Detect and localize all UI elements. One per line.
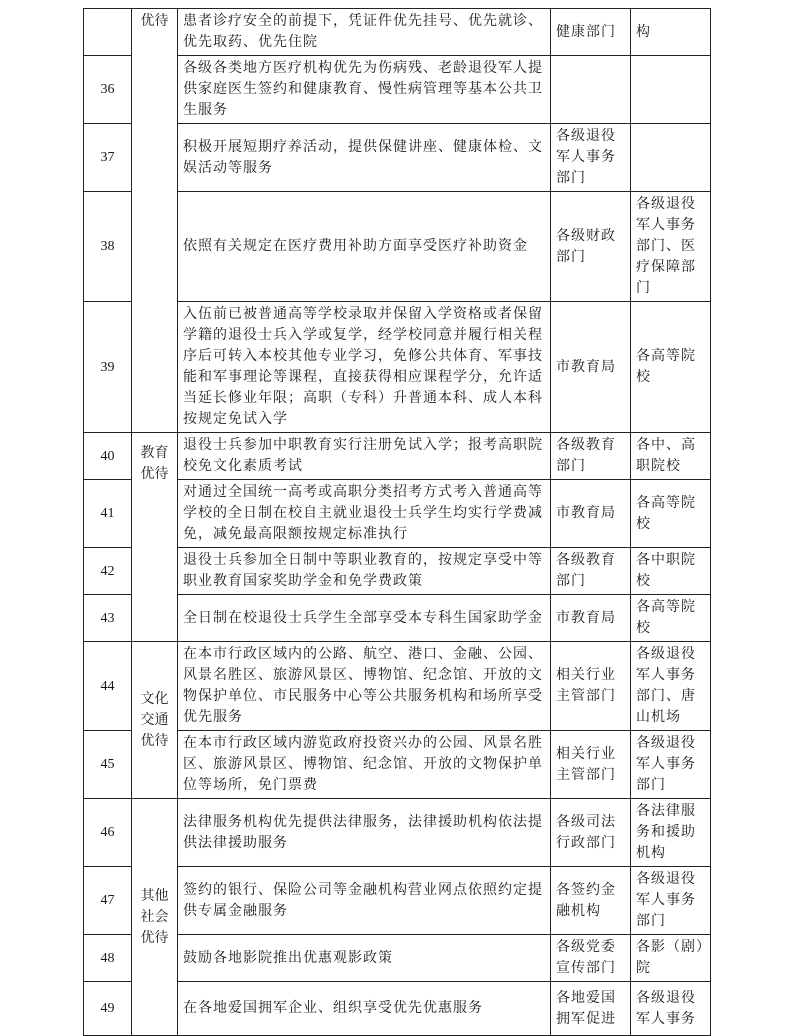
table-row [84,595,711,642]
dept-cell: 市教育局 [551,480,631,548]
co-dept-cell [631,124,711,192]
row-number: 37 [84,124,132,192]
dept-cell: 相关行业主管部门 [551,731,631,799]
row-number: 47 [84,867,132,935]
co-dept-cell: 各中、高职院校 [631,433,711,480]
row-number: 45 [84,731,132,799]
content-cell: 积极开展短期疗养活动，提供保健讲座、健康体检、文娱活动等服务 [178,124,551,192]
co-dept-cell [631,56,711,124]
policy-table [83,8,711,1036]
co-dept-cell: 各法律服务和援助机构 [631,799,711,867]
dept-cell: 各级党委宣传部门 [551,935,631,982]
content-cell: 在各地爱国拥军企业、组织享受优先优惠服务 [178,982,551,1036]
table-row [84,548,711,595]
table-row [84,192,711,302]
content-cell: 在本市行政区域内游览政府投资兴办的公园、风景名胜区、旅游风景区、博物馆、纪念馆、开放的文物保护单位等场所，免门票费 [178,731,551,799]
content-cell: 退役士兵参加全日制中等职业教育的，按规定享受中等职业教育国家奖助学金和免学费政策 [178,548,551,595]
co-dept-cell: 各级退役军人事务部门 [631,867,711,935]
row-number: 48 [84,935,132,982]
table-row [84,642,711,731]
content-cell: 鼓励各地影院推出优惠观影政策 [178,935,551,982]
co-dept-cell: 各高等院校 [631,302,711,433]
category-cell: 教育优待 [132,433,178,642]
table-row [84,9,711,56]
dept-cell: 相关行业主管部门 [551,642,631,731]
content-cell: 法律服务机构优先提供法律服务，法律援助机构依法提供法律援助服务 [178,799,551,867]
content-cell: 在本市行政区域内的公路、航空、港口、金融、公园、风景名胜区、旅游风景区、博物馆、纪念馆、开放的文物保护单位、市民服务中心等公共服务机构和场所享受优先服务 [178,642,551,731]
row-number: 40 [84,433,132,480]
table-row [84,433,711,480]
dept-cell: 各级财政部门 [551,192,631,302]
table-row [84,935,711,982]
co-dept-cell: 各级退役军人事务部门 [631,731,711,799]
dept-cell: 市教育局 [551,595,631,642]
co-dept-cell: 各级退役军人事务部门、唐山机场 [631,642,711,731]
co-dept-cell: 各级退役军人事务部门、医疗保障部门 [631,192,711,302]
co-dept-cell: 各高等院校 [631,595,711,642]
row-number: 39 [84,302,132,433]
dept-cell: 各级教育部门 [551,548,631,595]
table-row [84,731,711,799]
content-cell: 患者诊疗安全的前提下，凭证件优先挂号、优先就诊、优先取药、优先住院 [178,9,551,56]
dept-cell: 各级教育部门 [551,433,631,480]
table-row [84,867,711,935]
dept-cell: 各签约金融机构 [551,867,631,935]
table-row [84,56,711,124]
row-number: 43 [84,595,132,642]
table-row [84,480,711,548]
category-cell: 其他社会优待 [132,799,178,1036]
row-number: 38 [84,192,132,302]
row-number: 46 [84,799,132,867]
content-cell: 退役士兵参加中职教育实行注册免试入学；报考高职院校免文化素质考试 [178,433,551,480]
row-number: 49 [84,982,132,1036]
row-number: 41 [84,480,132,548]
dept-cell: 市教育局 [551,302,631,433]
dept-cell: 各级司法行政部门 [551,799,631,867]
co-dept-cell: 各影（剧）院 [631,935,711,982]
co-dept-cell: 各级退役军人事务 [631,982,711,1036]
content-cell: 入伍前已被普通高等学校录取并保留入学资格或者保留学籍的退役士兵入学或复学，经学校同意并履行相关程序后可转入本校其他专业学习，免修公共体育、军事技能和军事理论等课程，直接获得相应课程学分，允许适当延长修业年限；高职（专科）升普通本科、成人本科按规定免试入学 [178,302,551,433]
co-dept-cell: 各高等院校 [631,480,711,548]
dept-cell: 各级退役军人事务部门 [551,124,631,192]
dept-cell: 各地爱国拥军促进 [551,982,631,1036]
table-row [84,124,711,192]
row-number: 36 [84,56,132,124]
table-row [84,799,711,867]
dept-cell [551,56,631,124]
category-cell: 文化交通优待 [132,642,178,799]
row-number: 44 [84,642,132,731]
dept-cell: 健康部门 [551,9,631,56]
table-row [84,982,711,1036]
row-number: 42 [84,548,132,595]
row-number [84,9,132,56]
category-cell: 优待 [132,9,178,433]
content-cell: 全日制在校退役士兵学生全部享受本专科生国家助学金 [178,595,551,642]
table-row [84,302,711,433]
co-dept-cell: 构 [631,9,711,56]
content-cell: 依照有关规定在医疗费用补助方面享受医疗补助资金 [178,192,551,302]
content-cell: 各级各类地方医疗机构优先为伤病残、老龄退役军人提供家庭医生签约和健康教育、慢性病管理等基本公共卫生服务 [178,56,551,124]
content-cell: 签约的银行、保险公司等金融机构营业网点依照约定提供专属金融服务 [178,867,551,935]
co-dept-cell: 各中职院校 [631,548,711,595]
content-cell: 对通过全国统一高考或高职分类招考方式考入普通高等学校的全日制在校自主就业退役士兵学生均实行学费减免，减免最高限额按规定标准执行 [178,480,551,548]
